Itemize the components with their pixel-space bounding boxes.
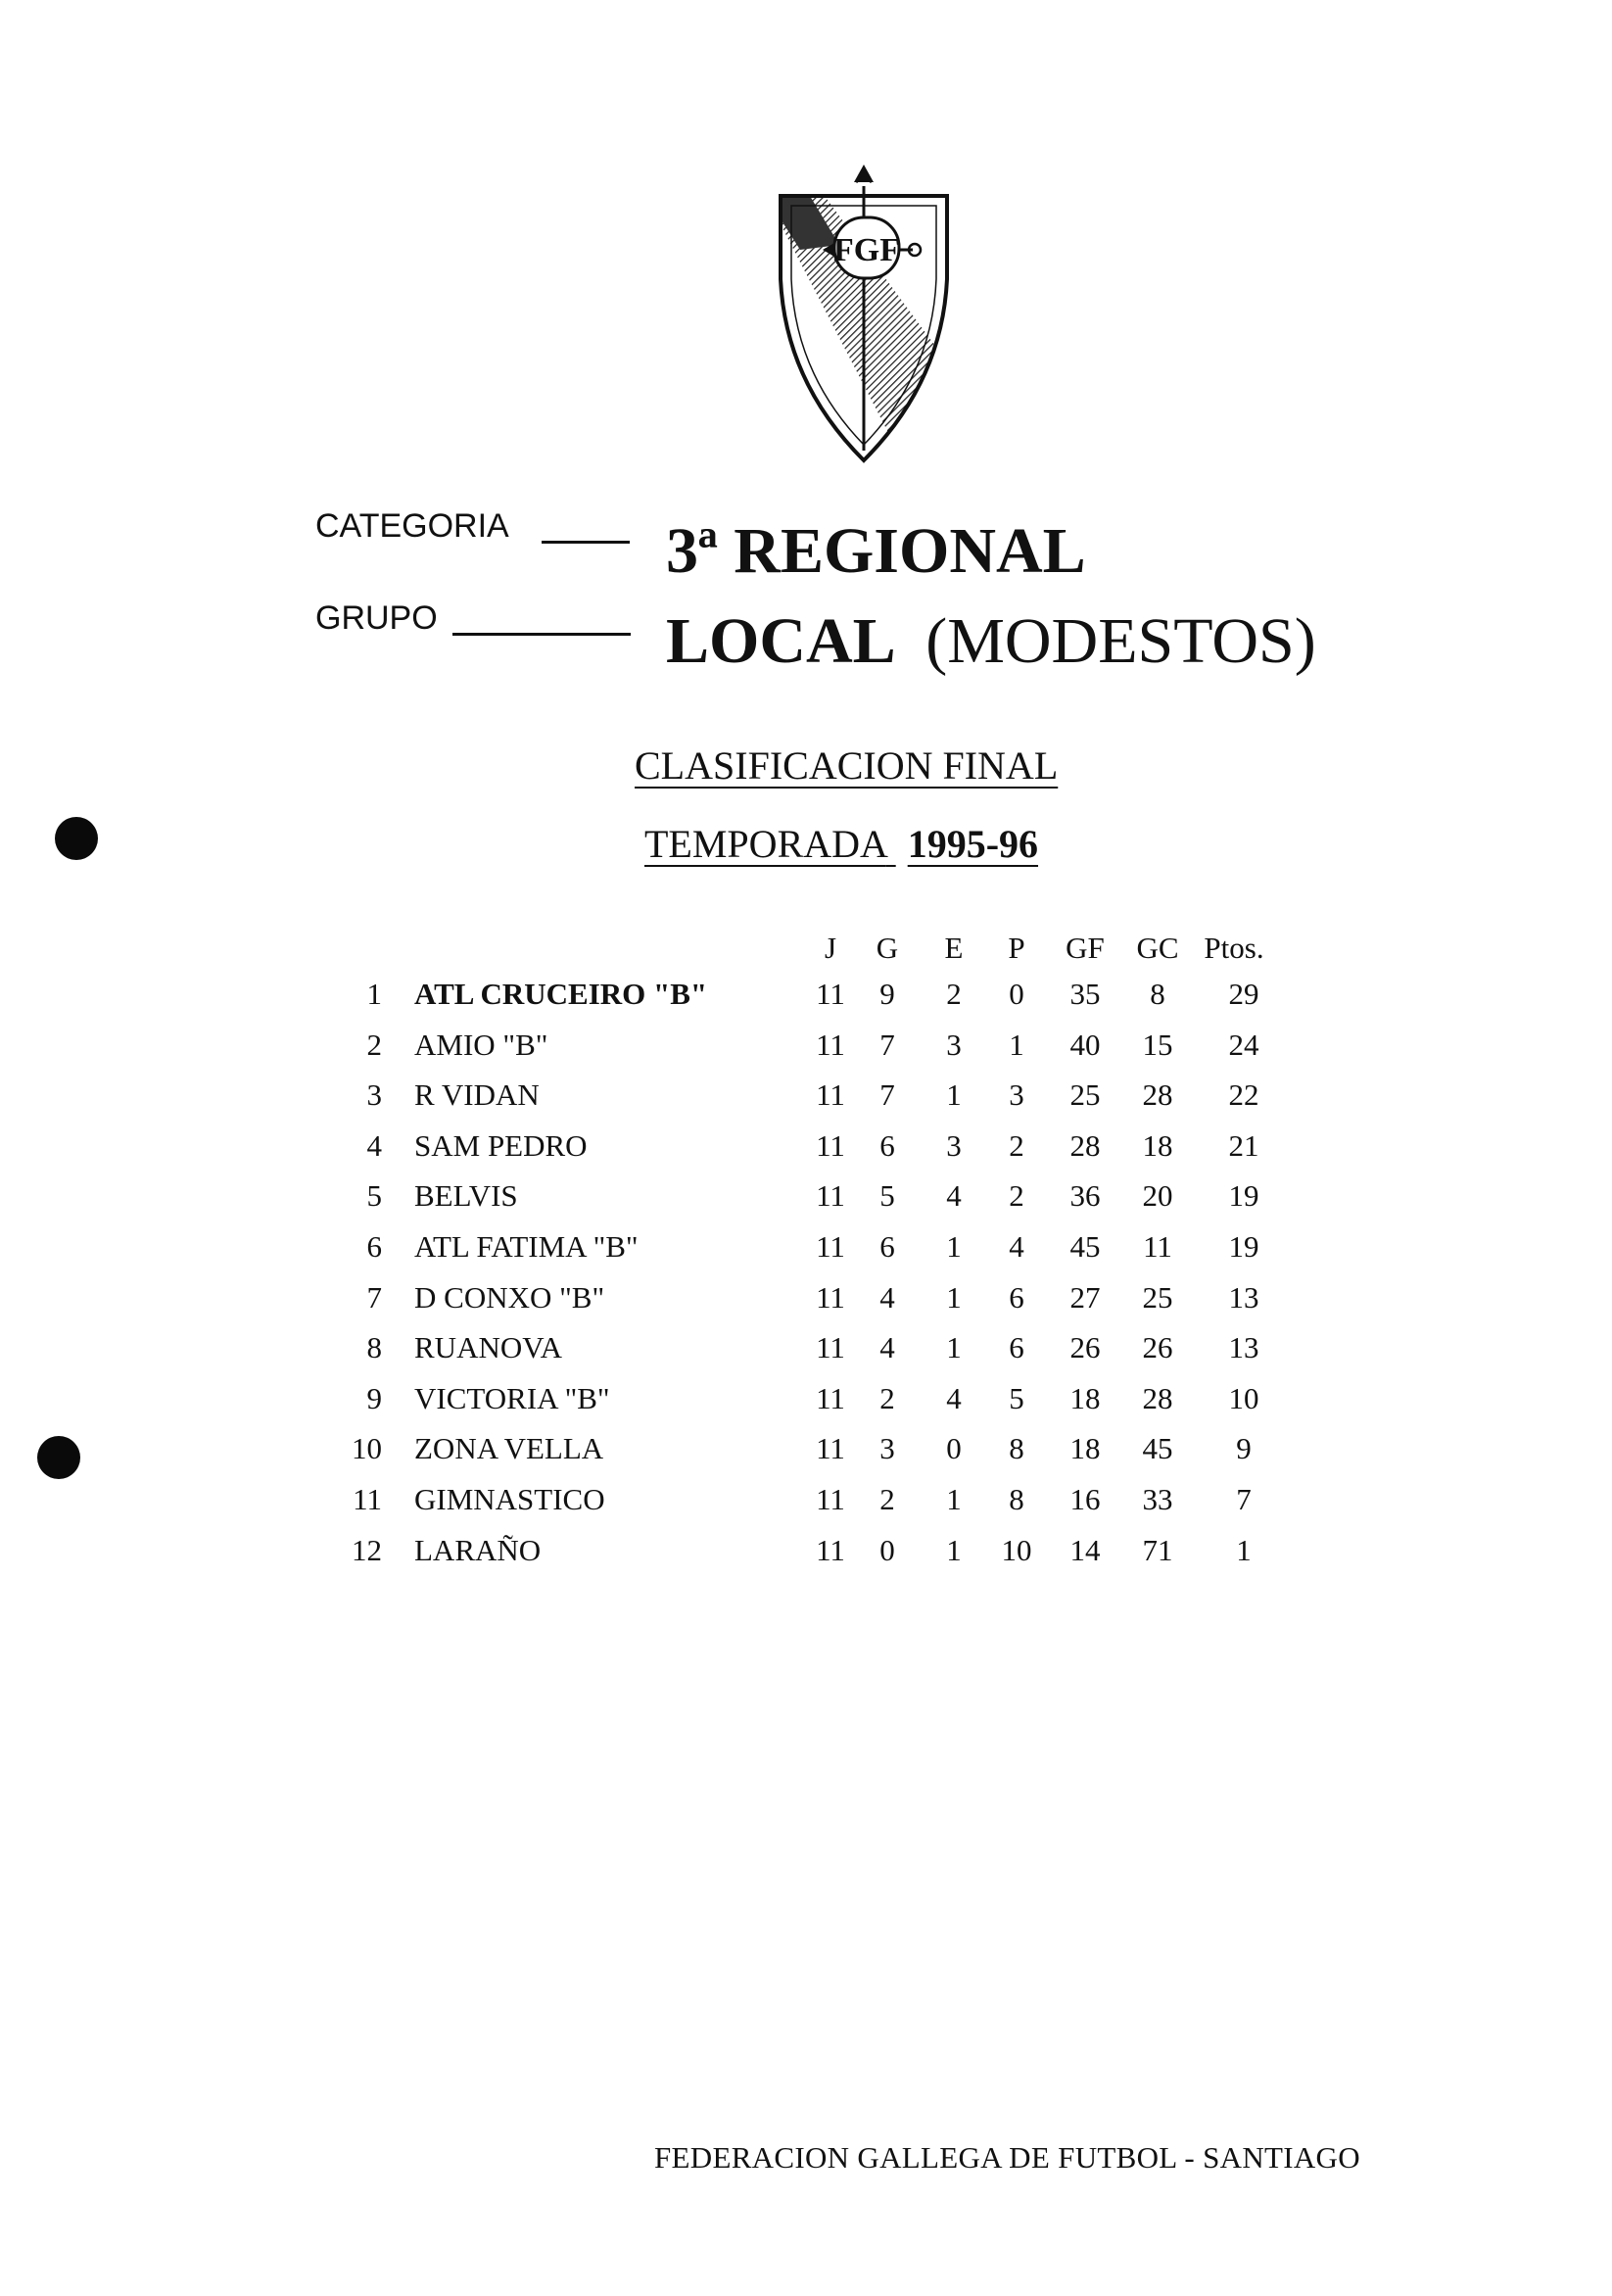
position-cell: 4 [366,1128,382,1163]
position-cell: 10 [352,1431,382,1465]
stat-cell-ptos: 21 [1228,1128,1259,1163]
categoria-label: CATEGORIA [315,507,509,545]
stat-cell-j: 11 [816,977,845,1011]
stat-cell-e: 4 [946,1178,962,1213]
stat-cell-gc: 11 [1143,1229,1172,1264]
stat-cell-ptos: 7 [1236,1482,1252,1516]
stat-cell-e: 0 [946,1431,962,1465]
table-row [0,1280,1612,1331]
stat-cell-j: 11 [816,1431,845,1465]
stat-cell-p: 2 [1009,1128,1024,1163]
team-name-cell: AMIO "B" [414,1028,548,1062]
footer-federation: FEDERACION GALLEGA DE FUTBOL - SANTIAGO [654,2140,1360,2175]
stat-cell-j: 11 [816,1533,845,1567]
stat-cell-gf: 18 [1069,1381,1101,1415]
stat-cell-gf: 27 [1069,1280,1101,1315]
stat-cell-e: 3 [946,1128,962,1163]
stat-cell-gf: 36 [1069,1178,1101,1213]
stat-cell-p: 8 [1009,1431,1024,1465]
stat-cell-p: 3 [1009,1077,1024,1112]
stat-cell-ptos: 19 [1228,1229,1259,1264]
stat-cell-gc: 15 [1142,1028,1173,1062]
stat-cell-gc: 71 [1142,1533,1173,1567]
table-row [0,1330,1612,1381]
stat-cell-p: 1 [1009,1028,1024,1062]
table-row [0,977,1612,1028]
stat-cell-gc: 28 [1142,1381,1173,1415]
stat-cell-ptos: 22 [1228,1077,1259,1112]
position-cell: 9 [366,1381,382,1415]
table-row [0,1482,1612,1533]
stat-cell-p: 4 [1009,1229,1024,1264]
table-row [0,1381,1612,1432]
team-name-cell: ATL CRUCEIRO "B" [414,977,708,1011]
stat-cell-gc: 45 [1142,1431,1173,1465]
stat-cell-g: 9 [879,977,895,1011]
stat-cell-ptos: 13 [1228,1280,1259,1315]
position-cell: 7 [366,1280,382,1315]
position-cell: 3 [366,1077,382,1112]
table-row [0,1431,1612,1482]
team-name-cell: ATL FATIMA "B" [414,1229,639,1264]
temporada-season: 1995-96 [907,822,1039,866]
col-header-j: J [824,931,837,965]
stat-cell-j: 11 [816,1381,845,1415]
position-cell: 5 [366,1178,382,1213]
table-row [0,1533,1612,1584]
col-header-gc: GC [1136,931,1179,965]
stat-cell-g: 3 [879,1431,895,1465]
team-name-cell: D CONXO "B" [414,1280,605,1315]
position-cell: 6 [366,1229,382,1264]
svg-text:FGF: FGF [833,232,900,268]
table-row [0,1028,1612,1078]
position-cell: 8 [366,1330,382,1364]
stat-cell-gf: 25 [1069,1077,1101,1112]
stat-cell-ptos: 24 [1228,1028,1259,1062]
temporada-prefix: TEMPORADA [644,822,886,866]
stat-cell-j: 11 [816,1330,845,1364]
clasificacion-title: CLASIFICACION FINAL [635,743,1059,788]
stat-cell-g: 2 [879,1381,895,1415]
stat-cell-g: 4 [879,1330,895,1364]
stat-cell-ptos: 19 [1228,1178,1259,1213]
stat-cell-ptos: 10 [1228,1381,1259,1415]
stat-cell-gc: 20 [1142,1178,1173,1213]
stat-cell-g: 2 [879,1482,895,1516]
stat-cell-gf: 26 [1069,1330,1101,1364]
grupo-value-main: LOCAL [666,605,896,677]
team-name-cell: R VIDAN [414,1077,540,1112]
stat-cell-e: 1 [946,1330,962,1364]
team-name-cell: SAM PEDRO [414,1128,588,1163]
stat-cell-g: 5 [879,1178,895,1213]
stat-cell-e: 1 [946,1280,962,1315]
punch-hole-top [55,817,98,860]
team-name-cell: VICTORIA "B" [414,1381,610,1415]
stat-cell-ptos: 9 [1236,1431,1252,1465]
col-header-g: G [876,931,899,965]
team-name-cell: ZONA VELLA [414,1431,604,1465]
col-header-e: E [944,931,964,965]
stat-cell-j: 11 [816,1077,845,1112]
stat-cell-j: 11 [816,1229,845,1264]
categoria-value: 3ª REGIONAL [666,515,1086,587]
stat-cell-p: 0 [1009,977,1024,1011]
stat-cell-ptos: 1 [1236,1533,1252,1567]
federation-crest-icon [766,157,962,470]
stat-cell-gc: 33 [1142,1482,1173,1516]
stat-cell-e: 2 [946,977,962,1011]
stat-cell-e: 1 [946,1077,962,1112]
stat-cell-j: 11 [816,1482,845,1516]
stat-cell-j: 11 [816,1178,845,1213]
col-header-gf: GF [1066,931,1105,965]
stat-cell-p: 6 [1009,1280,1024,1315]
stat-cell-g: 7 [879,1028,895,1062]
stat-cell-gf: 28 [1069,1128,1101,1163]
team-name-cell: GIMNASTICO [414,1482,605,1516]
col-header-p: P [1008,931,1025,965]
stat-cell-gf: 45 [1069,1229,1101,1264]
stat-cell-j: 11 [816,1280,845,1315]
temporada-title [644,821,1038,867]
stat-cell-j: 11 [816,1028,845,1062]
position-cell: 11 [353,1482,382,1516]
table-row [0,1128,1612,1179]
team-name-cell: BELVIS [414,1178,518,1213]
stat-cell-ptos: 13 [1228,1330,1259,1364]
position-cell: 1 [366,977,382,1011]
categoria-underline [542,541,630,544]
stat-cell-g: 7 [879,1077,895,1112]
grupo-label: GRUPO [315,599,438,637]
grupo-value-paren: (MODESTOS) [925,605,1316,677]
stat-cell-e: 3 [946,1028,962,1062]
position-cell: 12 [352,1533,382,1567]
stat-cell-gf: 14 [1069,1533,1101,1567]
stat-cell-g: 0 [879,1533,895,1567]
stat-cell-e: 1 [946,1482,962,1516]
table-row [0,1077,1612,1128]
stat-cell-gf: 35 [1069,977,1101,1011]
stat-cell-g: 6 [879,1229,895,1264]
stat-cell-j: 11 [816,1128,845,1163]
col-header-ptos: Ptos. [1204,931,1264,965]
stat-cell-g: 4 [879,1280,895,1315]
grupo-underline [452,633,631,636]
stat-cell-e: 4 [946,1381,962,1415]
table-row [0,1229,1612,1280]
stat-cell-p: 10 [1001,1533,1032,1567]
stat-cell-p: 5 [1009,1381,1024,1415]
stat-cell-gc: 8 [1150,977,1165,1011]
stat-cell-gc: 18 [1142,1128,1173,1163]
stat-cell-e: 1 [946,1229,962,1264]
stat-cell-p: 6 [1009,1330,1024,1364]
stat-cell-p: 2 [1009,1178,1024,1213]
table-row [0,1178,1612,1229]
stat-cell-gf: 40 [1069,1028,1101,1062]
team-name-cell: LARAÑO [414,1533,542,1567]
stat-cell-g: 6 [879,1128,895,1163]
stat-cell-gf: 18 [1069,1431,1101,1465]
stat-cell-p: 8 [1009,1482,1024,1516]
stat-cell-gc: 26 [1142,1330,1173,1364]
position-cell: 2 [366,1028,382,1062]
stat-cell-e: 1 [946,1533,962,1567]
grupo-value [666,605,1316,677]
stat-cell-ptos: 29 [1228,977,1259,1011]
stat-cell-gc: 28 [1142,1077,1173,1112]
team-name-cell: RUANOVA [414,1330,563,1364]
stat-cell-gf: 16 [1069,1482,1101,1516]
stat-cell-gc: 25 [1142,1280,1173,1315]
